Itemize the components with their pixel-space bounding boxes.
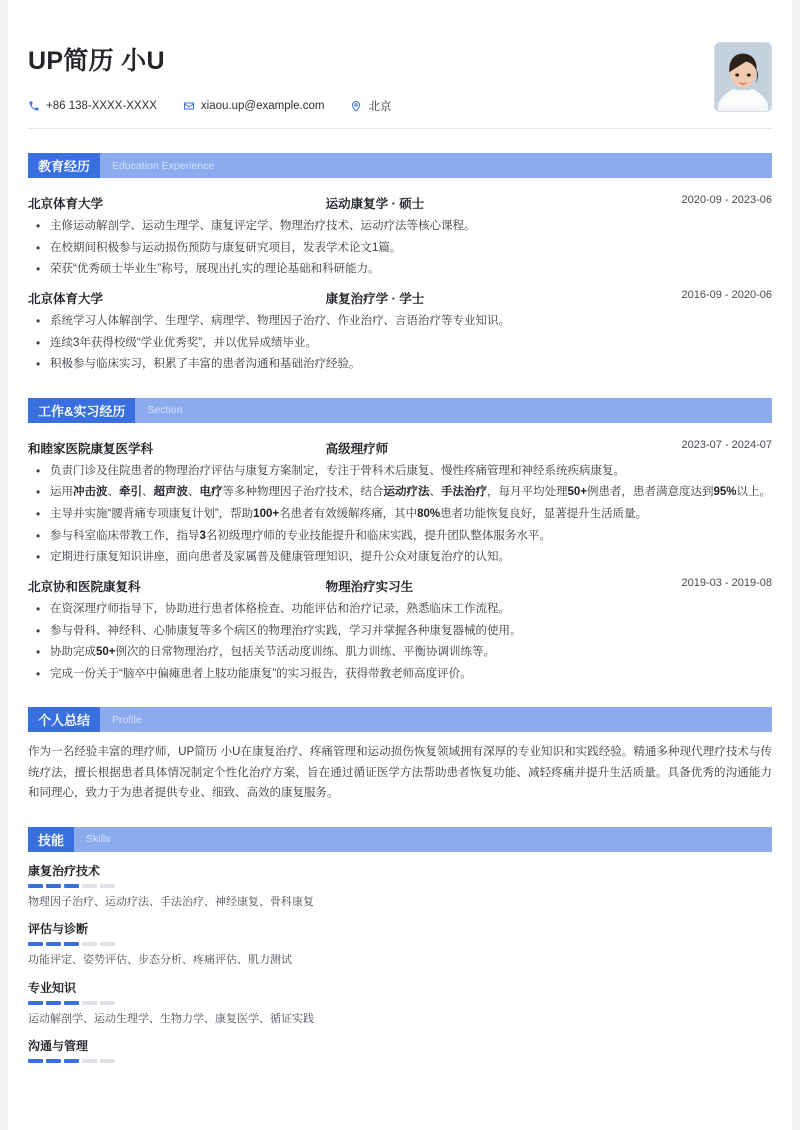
bullet-item: • 系统学习人体解剖学、生理学、病理学、物理因子治疗、作业治疗、言语治疗等专业知识。 bbox=[28, 312, 772, 331]
skill-level-segment bbox=[64, 884, 79, 888]
entry-header bbox=[28, 283, 772, 310]
contact-phone-text: +86 138-XXXX-XXXX bbox=[46, 100, 157, 112]
entry-date: 2020-09 - 2023-06 bbox=[681, 194, 772, 206]
candidate-name: UP简历 小U bbox=[28, 47, 165, 75]
experience-entry bbox=[28, 188, 772, 279]
bullet-item: • 参与骨科、神经科、心肺康复等多个病区的物理治疗实践，学习并掌握各种康复器械的使用。 bbox=[28, 622, 772, 641]
section-header-profile bbox=[28, 707, 772, 732]
skill-level-segment bbox=[28, 942, 43, 946]
skill-level-segment bbox=[82, 1001, 97, 1005]
skill-level-bar bbox=[28, 1001, 772, 1005]
skill-level-segment bbox=[28, 884, 43, 888]
skill-level-segment bbox=[100, 1059, 115, 1063]
section-title-cn: 工作&实习经历 bbox=[28, 398, 135, 423]
entry-header bbox=[28, 188, 772, 215]
bullet-item: • 定期进行康复知识讲座，面向患者及家属普及健康管理知识，提升公众对康复治疗的认知。 bbox=[28, 548, 772, 567]
skill-item bbox=[28, 920, 772, 969]
skill-name: 沟通与管理 bbox=[28, 1039, 89, 1054]
experience-entry bbox=[28, 433, 772, 567]
location-icon bbox=[350, 100, 362, 112]
section-title-cn: 个人总结 bbox=[28, 707, 100, 732]
skill-item bbox=[28, 862, 772, 911]
skill-level-bar bbox=[28, 1059, 772, 1063]
bullet-item: • 负责门诊及住院患者的物理治疗评估与康复方案制定，专注于骨科术后康复、慢性疼痛管理和神经系统疾病康复。 bbox=[28, 462, 772, 481]
skill-level-segment bbox=[64, 1059, 79, 1063]
phone-icon bbox=[28, 100, 40, 112]
bullet-item: • 运用冲击波、牵引、超声波、电疗等多种物理因子治疗技术，结合运动疗法、手法治疗，每月平均处理50+例患者，患者满意度达到95%以上。 bbox=[28, 483, 772, 502]
bullet-item: • 主导并实施“腰背痛专项康复计划”，帮助100+名患者有效缓解疼痛，其中80%患者功能恢复良好，显著提升生活质量。 bbox=[28, 505, 772, 524]
section-header-skills bbox=[28, 827, 772, 852]
skill-detail: 运动解剖学、运动生理学、生物力学、康复医学、循证实践 bbox=[28, 1012, 314, 1025]
entry-organization: 和睦家医院康复医学科 bbox=[28, 441, 154, 456]
entry-role: 高级理疗师 bbox=[325, 441, 389, 456]
entry-bullet-list bbox=[28, 462, 772, 567]
section-title-en: Profile bbox=[112, 713, 142, 726]
entry-role: 运动康复学 · 硕士 bbox=[325, 197, 425, 211]
entry-date: 2016-09 - 2020-06 bbox=[681, 288, 772, 301]
skill-name: 康复治疗技术 bbox=[28, 863, 101, 878]
skill-detail: 功能评定、姿势评估、步态分析、疼痛评估、肌力测试 bbox=[28, 954, 292, 967]
skill-level-segment bbox=[64, 942, 79, 946]
skill-level-segment bbox=[82, 1059, 97, 1063]
contact-email-text: xiaou.up@example.com bbox=[200, 100, 325, 112]
avatar bbox=[714, 42, 772, 112]
skill-level-segment bbox=[28, 1059, 43, 1063]
entry-organization: 北京协和医院康复科 bbox=[28, 579, 141, 594]
entry-header bbox=[28, 433, 772, 460]
section-title-en: Section bbox=[147, 404, 183, 417]
contact-email bbox=[183, 100, 325, 112]
entry-date: 2019-03 - 2019-08 bbox=[681, 576, 772, 589]
section-title-cn: 技能 bbox=[28, 827, 74, 852]
entry-role: 物理治疗实习生 bbox=[325, 579, 414, 594]
skill-name: 评估与诊断 bbox=[28, 922, 89, 937]
entry-bullet-list bbox=[28, 217, 772, 279]
skills-list bbox=[28, 862, 772, 1064]
section-header bbox=[28, 398, 772, 423]
profile-text: 作为一名经验丰富的理疗师，UP简历 小U在康复治疗、疼痛管理和运动损伤恢复领域拥有深厚的专业知识和实践经验。精通多种现代理疗技术与传统疗法，擅长根据患者具体情况制定个性化治疗方案，旨在通过循证医学方法帮助患者恢复功能、减轻疼痛并提升生活质量。具备优秀的沟通能力和同理心，致力于为患者提供专业、细致、高效的康复服务。 bbox=[28, 746, 772, 799]
entry-header bbox=[28, 571, 772, 598]
resume-header bbox=[28, 0, 772, 129]
skill-item bbox=[28, 1037, 772, 1063]
entry-bullet-list bbox=[28, 600, 772, 684]
email-icon bbox=[183, 100, 195, 112]
bullet-item: • 主修运动解剖学、运动生理学、康复评定学、物理治疗技术、运动疗法等核心课程。 bbox=[28, 217, 772, 236]
skill-level-bar bbox=[28, 942, 772, 946]
experience-entry bbox=[28, 283, 772, 374]
skill-level-segment bbox=[82, 884, 97, 888]
skill-level-segment bbox=[100, 884, 115, 888]
skill-level-segment bbox=[46, 1001, 61, 1005]
contact-location-text: 北京 bbox=[368, 101, 392, 113]
resume-sections bbox=[28, 153, 772, 683]
skill-level-segment bbox=[82, 942, 97, 946]
bullet-item: • 荣获“优秀硕士毕业生”称号，展现出扎实的理论基础和科研能力。 bbox=[28, 260, 772, 279]
skill-level-segment bbox=[100, 942, 115, 946]
experience-entry bbox=[28, 571, 772, 684]
contact-row bbox=[28, 98, 772, 114]
entry-role: 康复治疗学 · 学士 bbox=[325, 291, 425, 306]
skill-detail: 物理因子治疗、运动疗法、手法治疗、神经康复、骨科康复 bbox=[28, 895, 314, 908]
skill-name: 专业知识 bbox=[28, 980, 77, 995]
section-title-en: Education Experience bbox=[112, 159, 215, 172]
bullet-item: • 在资深理疗师指导下，协助进行患者体格检查、功能评估和治疗记录，熟悉临床工作流程。 bbox=[28, 600, 772, 619]
skill-level-segment bbox=[64, 1001, 79, 1005]
bullet-item: • 参与科室临床带教工作，指导3名初级理疗师的专业技能提升和临床实践，提升团队整体服务水平。 bbox=[28, 527, 772, 546]
contact-phone bbox=[28, 100, 157, 112]
section-title-en: Skills bbox=[86, 833, 111, 846]
entry-bullet-list bbox=[28, 312, 772, 374]
bullet-item: • 积极参与临床实习，积累了丰富的患者沟通和基础治疗经验。 bbox=[28, 355, 772, 374]
entry-date: 2023-07 - 2024-07 bbox=[681, 438, 772, 451]
entry-organization: 北京体育大学 bbox=[28, 291, 104, 306]
section-header bbox=[28, 153, 772, 178]
skill-level-segment bbox=[46, 884, 61, 888]
contact-location bbox=[350, 98, 391, 114]
skill-level-segment bbox=[100, 1001, 115, 1005]
entry-organization: 北京体育大学 bbox=[28, 197, 104, 211]
skill-level-segment bbox=[28, 1001, 43, 1005]
bullet-item: • 协助完成50+例次的日常物理治疗，包括关节活动度训练、肌力训练、平衡协调训练等。 bbox=[28, 643, 772, 662]
bullet-item: • 连续3年获得校级“学业优秀奖”，并以优异成绩毕业。 bbox=[28, 334, 772, 353]
bullet-item: • 完成一份关于“脑卒中偏瘫患者上肢功能康复”的实习报告，获得带教老师高度评价。 bbox=[28, 665, 772, 684]
skill-level-segment bbox=[46, 1059, 61, 1063]
section-title-cn: 教育经历 bbox=[28, 153, 100, 178]
skill-level-segment bbox=[46, 942, 61, 946]
skill-item bbox=[28, 979, 772, 1028]
bullet-item: • 在校期间积极参与运动损伤预防与康复研究项目，发表学术论文1篇。 bbox=[28, 239, 772, 258]
skill-level-bar bbox=[28, 884, 772, 888]
